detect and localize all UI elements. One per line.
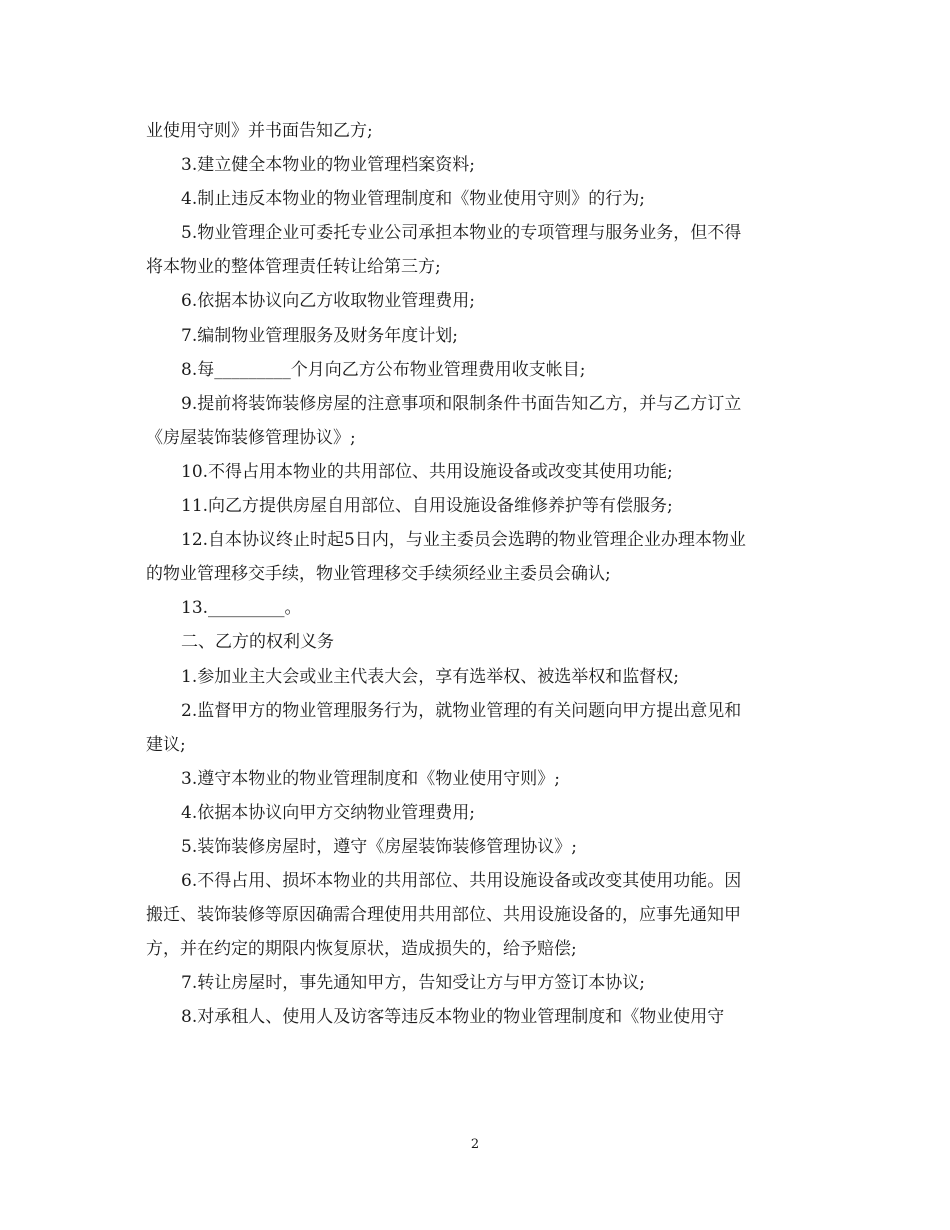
text-line: 11.向乙方提供房屋自用部位、自用设施设备维修养护等有偿服务;	[181, 496, 673, 517]
text-line: 6.依据本协议向乙方收取物业管理费用;	[181, 291, 475, 312]
text-line: 8.对承租人、使用人及访客等违反本物业的物业管理制度和《物业使用守	[181, 1007, 725, 1028]
text-line: 方，并在约定的期限内恢复原状，造成损失的，给予赔偿;	[146, 939, 577, 960]
text-line: 建议;	[146, 734, 186, 755]
document-body	[146, 114, 814, 1035]
text-line: 12.自本协议终止时起5日内，与业主委员会选聘的物业管理企业办理本物业	[181, 530, 746, 551]
text-line: 2.监督甲方的物业管理服务行为，就物业管理的有关问题向甲方提出意见和	[181, 700, 742, 721]
text-line: 8.每_________个月向乙方公布物业管理费用收支帐目;	[181, 359, 586, 380]
text-line: 1.参加业主大会或业主代表大会，享有选举权、被选举权和监督权;	[181, 666, 679, 687]
text-line: 5.装饰装修房屋时，遵守《房屋装饰装修管理协议》;	[181, 836, 577, 857]
text-line: 3.遵守本物业的物业管理制度和《物业使用守则》;	[181, 768, 560, 789]
text-line: 《房屋装饰装修管理协议》;	[146, 427, 356, 448]
text-line: 搬迁、装饰装修等原因确需合理使用共用部位、共用设施设备的，应事先通知甲	[146, 905, 741, 926]
page-number: 2	[470, 1137, 480, 1152]
text-line: 5.物业管理企业可委托专业公司承担本物业的专项管理与服务业务，但不得	[181, 223, 742, 244]
text-line: 13._________。	[181, 598, 302, 619]
text-line: 将本物业的整体管理责任转让给第三方;	[146, 257, 441, 278]
text-line: 9.提前将装饰装修房屋的注意事项和限制条件书面告知乙方，并与乙方订立	[181, 393, 742, 414]
text-line: 4.制止违反本物业的物业管理制度和《物业使用守则》的行为;	[181, 189, 645, 210]
text-line: 业使用守则》并书面告知乙方;	[146, 121, 373, 141]
text-line: 3.建立健全本物业的物业管理档案资料;	[181, 155, 475, 176]
text-line: 4.依据本协议向甲方交纳物业管理费用;	[181, 802, 475, 823]
text-line: 7.转让房屋时，事先通知甲方，告知受让方与甲方签订本协议;	[181, 973, 645, 994]
text-line: 6.不得占用、损坏本物业的共用部位、共用设施设备或改变其使用功能。因	[181, 871, 742, 892]
text-line: 10.不得占用本物业的共用部位、共用设施设备或改变其使用功能;	[181, 461, 673, 482]
text-line: 7.编制物业管理服务及财务年度计划;	[181, 325, 458, 346]
text-line: 的物业管理移交手续，物业管理移交手续须经业主委员会确认;	[146, 564, 611, 585]
text-line: 二、乙方的权利义务	[181, 632, 334, 653]
